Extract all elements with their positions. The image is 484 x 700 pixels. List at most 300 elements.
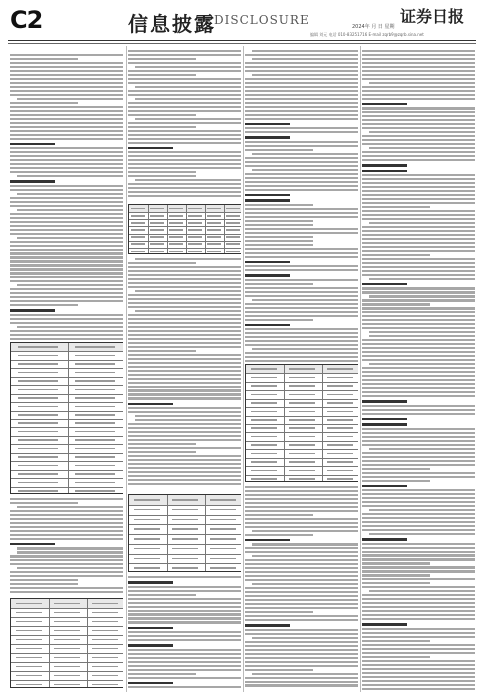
table-cell (207, 208, 220, 210)
text-line (128, 322, 241, 324)
text-line (252, 530, 358, 532)
text-line (362, 551, 475, 553)
text-line (10, 571, 123, 573)
text-line (10, 300, 123, 302)
text-line (10, 225, 123, 227)
text-line (362, 395, 475, 397)
table-row (246, 449, 358, 450)
text-line (362, 391, 475, 393)
text-line (369, 448, 475, 450)
text-line (362, 58, 475, 60)
text-line (362, 194, 475, 196)
table-row (129, 515, 241, 516)
table-cell (207, 215, 220, 217)
text-line (128, 590, 241, 592)
table-cell (172, 558, 199, 560)
text-line (128, 463, 241, 465)
text-line (362, 640, 430, 642)
text-line (10, 591, 123, 593)
table-cell (289, 402, 316, 404)
table-row (11, 377, 123, 378)
text-line (245, 360, 358, 362)
table-cell (188, 208, 201, 210)
text-line (128, 274, 241, 276)
text-line (245, 311, 358, 313)
text-line (362, 676, 475, 678)
text-line (362, 210, 475, 212)
text-line (128, 58, 196, 60)
text-line (362, 456, 475, 458)
text-line (245, 624, 290, 627)
text-line (245, 181, 358, 183)
text-line (10, 102, 78, 104)
text-line (245, 194, 290, 197)
table-cell (251, 419, 278, 421)
text-line (10, 296, 123, 298)
text-line (362, 307, 475, 309)
table-cell (172, 528, 199, 530)
text-line (362, 355, 475, 357)
disclosure-table-2 (10, 598, 123, 688)
table-cell (18, 363, 58, 365)
table-cell (75, 355, 115, 357)
text-line (128, 649, 241, 651)
table-cell (251, 394, 278, 396)
text-line (128, 102, 241, 104)
text-line (362, 174, 475, 176)
text-line (245, 94, 358, 96)
text-line (362, 242, 475, 244)
text-line (362, 119, 475, 121)
article-body-2b (128, 258, 241, 487)
text-line (362, 648, 475, 650)
text-line (128, 354, 241, 356)
text-line (362, 182, 475, 184)
text-line (245, 571, 358, 573)
text-line (252, 555, 358, 557)
table-cell (75, 389, 115, 391)
table-cell (327, 436, 354, 438)
text-line (245, 82, 358, 84)
table-cell (172, 548, 199, 550)
text-line (245, 490, 358, 492)
header-rule-thin (8, 43, 476, 44)
text-line (362, 672, 475, 674)
table-cell (54, 657, 81, 659)
text-line (135, 118, 241, 120)
table-cell (169, 243, 182, 245)
text-line (362, 383, 475, 385)
table-cell (18, 482, 58, 484)
table-cell (150, 251, 163, 253)
text-line (10, 58, 78, 60)
text-line (17, 237, 123, 239)
text-line (128, 318, 241, 320)
text-line (362, 198, 475, 200)
text-line (128, 171, 196, 173)
text-line (362, 287, 475, 289)
text-line (362, 62, 475, 64)
table-cell (150, 222, 163, 224)
text-line (245, 307, 358, 309)
text-line (128, 397, 241, 399)
text-line (362, 497, 475, 499)
table-cell (226, 215, 239, 217)
text-line (362, 628, 475, 630)
table-cell (289, 453, 316, 455)
text-line (128, 657, 241, 659)
text-line (245, 106, 358, 108)
text-line (252, 74, 358, 76)
text-line (245, 669, 313, 671)
table-cell (134, 528, 161, 530)
table-cell (16, 684, 43, 686)
text-line (369, 363, 475, 365)
text-line (128, 314, 241, 316)
text-line (128, 306, 241, 308)
text-line (362, 578, 475, 580)
table-cell (18, 431, 58, 433)
table-column-line (322, 365, 323, 481)
table-cell (18, 456, 58, 458)
text-line (128, 183, 241, 185)
text-line (245, 269, 358, 271)
text-line (362, 493, 475, 495)
table-column-line (167, 205, 168, 253)
table-cell (16, 666, 43, 668)
table-cell (75, 448, 115, 450)
text-line (252, 153, 358, 155)
table-cell (54, 603, 81, 605)
table-cell (18, 490, 58, 492)
table-cell (210, 519, 237, 521)
text-line (362, 476, 475, 478)
text-line (245, 629, 358, 631)
text-line (10, 583, 78, 585)
text-line (362, 480, 430, 482)
text-line (245, 615, 358, 617)
text-line (10, 74, 123, 76)
text-line (362, 574, 430, 576)
text-line (128, 114, 196, 116)
table-row (246, 441, 358, 442)
table-cell (251, 427, 278, 429)
table-cell (18, 473, 58, 475)
text-line (128, 163, 241, 165)
text-line (245, 274, 290, 277)
table-cell (150, 208, 163, 210)
text-line (362, 274, 475, 276)
table-cell (289, 377, 316, 379)
table-cell (150, 236, 163, 238)
table-cell (75, 456, 115, 458)
text-line (362, 234, 475, 236)
text-line (10, 249, 123, 251)
text-line (128, 282, 241, 284)
table-cell (75, 414, 115, 416)
text-line (128, 447, 241, 449)
text-line (362, 525, 475, 527)
text-line (10, 201, 123, 203)
table-cell (150, 243, 163, 245)
table-cell (18, 372, 58, 374)
table-cell (327, 444, 354, 446)
text-line (362, 315, 475, 317)
table-cell (75, 490, 115, 492)
table-cell (54, 684, 81, 686)
text-line (245, 661, 358, 663)
table-cell (251, 377, 278, 379)
text-line (362, 143, 475, 145)
text-line (245, 131, 358, 133)
table-row (246, 432, 358, 433)
text-line (362, 74, 475, 76)
table-row (11, 360, 123, 361)
text-line (10, 90, 123, 92)
text-line (245, 114, 358, 116)
table-row (11, 444, 123, 445)
text-line (10, 304, 78, 306)
text-line (362, 351, 475, 353)
table-cell (251, 436, 278, 438)
text-line (245, 591, 358, 593)
text-line (362, 226, 475, 228)
text-line (10, 213, 123, 215)
text-line (10, 280, 123, 282)
table-cell (210, 509, 237, 511)
table-cell (169, 222, 182, 224)
text-line (10, 534, 123, 536)
table-row (11, 671, 123, 672)
article-body-2c (128, 576, 241, 690)
table-cell (54, 630, 81, 632)
text-line (245, 102, 358, 104)
table-cell (92, 603, 119, 605)
text-line (245, 522, 358, 524)
text-line (362, 464, 475, 466)
text-line (128, 411, 241, 413)
text-line (10, 159, 123, 161)
table-cell (75, 380, 115, 382)
text-line (362, 103, 407, 106)
table-cell (251, 478, 278, 480)
text-line (128, 151, 241, 153)
text-line (128, 350, 196, 352)
text-line (362, 347, 475, 349)
text-line (10, 189, 123, 191)
table-cell (226, 222, 239, 224)
text-line (245, 110, 358, 112)
text-line (362, 151, 475, 153)
table-cell (226, 236, 239, 238)
table-cell (172, 567, 199, 569)
text-line (362, 327, 475, 329)
table-cell (16, 612, 43, 614)
text-line (128, 682, 173, 685)
table-row (11, 419, 123, 420)
text-line (10, 510, 123, 512)
text-line (135, 415, 241, 417)
text-line (369, 147, 475, 149)
text-line (245, 248, 358, 250)
text-line (245, 595, 358, 597)
text-line (245, 291, 358, 293)
table-cell (75, 465, 115, 467)
table-cell (327, 453, 354, 455)
table-row (11, 653, 123, 654)
table-row (246, 399, 358, 400)
text-line (128, 439, 241, 441)
table-row (246, 466, 358, 467)
table-cell (18, 389, 58, 391)
article-body-3a (245, 50, 358, 368)
table-cell (92, 612, 119, 614)
text-line (128, 302, 241, 304)
table-row (11, 368, 123, 369)
text-line (362, 375, 475, 377)
table-cell (134, 538, 161, 540)
text-line (128, 78, 241, 80)
table-cell (131, 251, 144, 253)
table-cell (327, 478, 354, 480)
text-line (128, 74, 196, 76)
table-cell (16, 657, 43, 659)
text-line (245, 224, 313, 226)
text-line (10, 526, 123, 528)
text-line (10, 66, 123, 68)
table-cell (188, 236, 201, 238)
text-line (362, 652, 475, 654)
text-line (128, 475, 241, 477)
text-line (245, 653, 358, 655)
text-line (245, 256, 358, 258)
text-line (10, 130, 123, 132)
text-line (362, 90, 475, 92)
text-line (10, 338, 123, 340)
text-line (245, 141, 358, 143)
text-line (245, 189, 358, 191)
text-line (245, 127, 358, 129)
table-cell (75, 346, 115, 348)
contact-line (310, 32, 424, 38)
text-line (10, 197, 123, 199)
text-line (10, 114, 123, 116)
table-column-line (87, 599, 88, 687)
text-line (128, 455, 241, 457)
table-cell (169, 236, 182, 238)
text-line (128, 278, 241, 280)
text-line (245, 54, 358, 56)
text-line (10, 62, 123, 64)
text-line (245, 279, 358, 281)
table-cell (92, 684, 119, 686)
text-line (362, 202, 475, 204)
text-line (362, 598, 475, 600)
text-line (362, 323, 475, 325)
text-line (252, 299, 358, 301)
text-line (245, 324, 290, 327)
table-cell (131, 243, 144, 245)
article-body-2a (128, 50, 241, 199)
table-row (11, 351, 123, 352)
text-line (362, 115, 475, 117)
text-line (362, 230, 475, 232)
text-line (245, 240, 313, 242)
table-cell (131, 215, 144, 217)
text-line (245, 136, 290, 139)
text-line (128, 175, 196, 177)
text-line (245, 486, 358, 488)
text-line (128, 326, 241, 328)
text-line (135, 258, 241, 260)
text-line (362, 359, 475, 361)
article-body-4 (362, 50, 475, 692)
text-line (362, 432, 475, 434)
text-line (128, 370, 241, 372)
text-line (10, 217, 123, 219)
text-line (362, 618, 475, 620)
column-divider (243, 46, 244, 692)
article-body-1a (10, 54, 123, 342)
table-cell (251, 461, 278, 463)
text-line (362, 418, 407, 421)
text-line (10, 82, 123, 84)
text-column-4 (362, 46, 475, 692)
table-cell (54, 612, 81, 614)
table-cell (16, 630, 43, 632)
text-line (245, 328, 358, 330)
text-line (245, 283, 313, 285)
contact-info: 电话 010-83251716 E-mail zqrb9@zqrb.sina.net (328, 32, 424, 37)
text-line (362, 452, 475, 454)
table-cell (169, 229, 182, 231)
text-line (128, 631, 241, 633)
text-line (128, 342, 241, 344)
table-cell (92, 666, 119, 668)
text-line (245, 161, 358, 163)
text-line (128, 130, 241, 132)
table-row (246, 416, 358, 417)
text-line (128, 294, 241, 296)
text-line (128, 374, 241, 376)
text-line (362, 413, 475, 415)
table-cell (16, 648, 43, 650)
table-cell (251, 368, 278, 370)
table-cell (226, 208, 239, 210)
text-line (128, 431, 241, 433)
text-line (245, 123, 290, 126)
text-line (128, 147, 173, 150)
table-row (129, 505, 241, 506)
text-line (10, 86, 123, 88)
table-cell (289, 461, 316, 463)
table-cell (16, 675, 43, 677)
text-line (128, 334, 241, 336)
text-line (128, 138, 241, 140)
text-line (10, 256, 123, 258)
text-line (10, 180, 55, 183)
table-cell (75, 406, 115, 408)
text-line (362, 266, 475, 268)
text-line (10, 309, 55, 312)
text-line (245, 677, 358, 679)
text-line (10, 94, 123, 96)
text-line (10, 70, 123, 72)
table-cell (226, 229, 239, 231)
text-line (128, 613, 241, 615)
text-line (362, 521, 475, 523)
page-header (0, 0, 484, 44)
